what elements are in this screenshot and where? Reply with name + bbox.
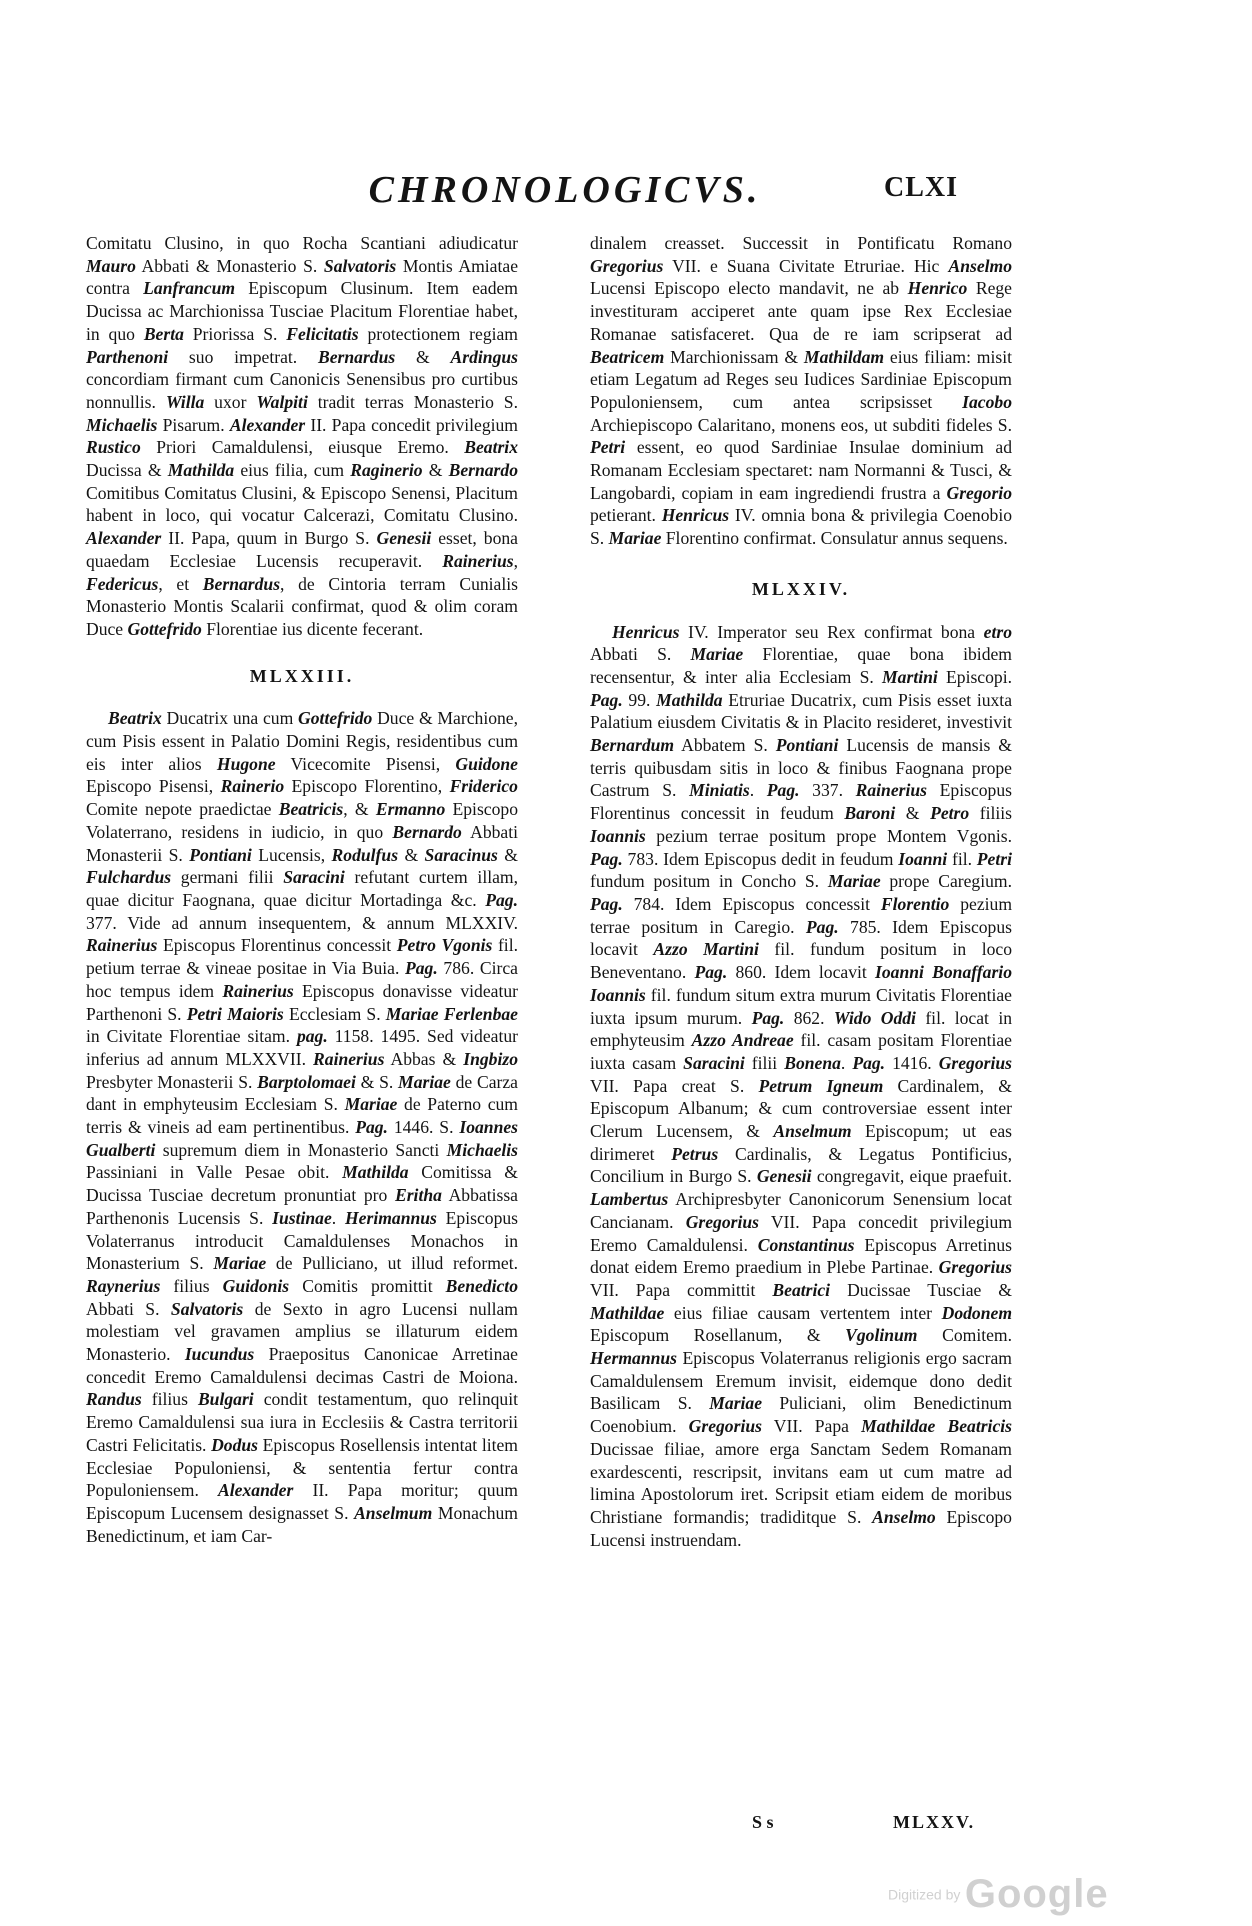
text-run: Episcopo Volaterrano, residens in iudicio, in quo — [86, 799, 518, 842]
proper-name: Fulchardus — [86, 867, 172, 888]
text-run: Abbati & Monasterio S. — [135, 255, 324, 276]
text-run: de Pulliciano, ut illud reformet. — [266, 1253, 518, 1274]
text-run: Comitatu Clusino, in quo Rocha Scantiani adiudicatur — [86, 233, 518, 253]
text-run: Episcopo Pisensi, — [86, 776, 221, 797]
proper-name: Alexander — [218, 1480, 294, 1501]
text-run: 337. — [799, 780, 856, 801]
proper-name: Felicitatis — [286, 323, 359, 344]
text-run: Abbati Monasterii S. — [86, 821, 519, 865]
text-run: Abbas & — [384, 1048, 464, 1069]
proper-name: Pag. — [805, 916, 839, 937]
text-run: filius — [141, 1389, 198, 1410]
text-run: concordiam firmant cum Canonicis Senensibus pro curtibus nonnullis. — [86, 369, 518, 412]
proper-name: Beatricis — [278, 799, 344, 820]
text-run: dinalem creasset. Successit in Pontificatu Romano — [590, 233, 1012, 253]
text-run: 784. Idem Episcopus concessit — [622, 893, 881, 914]
right-column — [590, 232, 1012, 1551]
proper-name: Pag. — [852, 1052, 886, 1073]
text-run: Episcopus Volaterranus introducit Camaldulenses Monachos in Monasterium S. — [86, 1207, 519, 1274]
text-run: Archipresbyter Canonicorum Senensium locat Cancianam. — [590, 1189, 1012, 1232]
proper-name: Rainerius — [313, 1048, 385, 1069]
text-run: IV. omnia bona & privilegia Coenobio S. — [590, 505, 1012, 549]
proper-name: Alexander — [229, 414, 306, 435]
text-run: tradit terras Monasterio S. — [307, 391, 518, 412]
proper-name: Pontiani — [189, 844, 252, 865]
text-run: 786. Circa hoc tempus idem — [86, 958, 518, 1001]
proper-name: Bernardus — [317, 346, 396, 367]
text-run: Comitissa & Ducissa Tusciae decretum pronuntiat pro — [86, 1162, 518, 1206]
text-run: & — [422, 460, 449, 481]
proper-name: Pag. — [694, 962, 728, 983]
text-run: 99. — [622, 689, 657, 710]
text-run: 860. Idem locavit — [727, 962, 876, 983]
text-run: Episcopum; ut eas dirimeret — [590, 1121, 1012, 1164]
text-run: Abbatissa Parthenonis Lucensis S. — [86, 1185, 518, 1228]
proper-name: Raynerius — [86, 1275, 161, 1296]
proper-name: Rainerius — [855, 780, 928, 801]
proper-name: Beatrix — [464, 437, 518, 458]
proper-name: Rustico — [86, 437, 141, 458]
proper-name: Petri — [590, 437, 626, 458]
proper-name: Gregorius — [688, 1416, 762, 1437]
text-run: VII. e Suana Civitate Etruriae. Hic — [663, 255, 949, 276]
text-run: in Civitate Florentiae sitam. — [86, 1026, 297, 1047]
text-run: filii — [744, 1052, 785, 1073]
proper-name: Guidone — [455, 753, 518, 774]
proper-name: Anselmum — [773, 1121, 852, 1142]
text-run: de Paterno cum terris & vineis ad eam pertinentibus. — [86, 1094, 518, 1138]
text-run: fil. casam positam Florentiae iuxta casam — [590, 1030, 1012, 1073]
text-run: Florentiae, quae bona ibidem recensentur, & inter alia Ecclesiam S. — [590, 644, 1012, 687]
text-run: Episcopo Lucensi instruendam. — [590, 1506, 1012, 1550]
proper-name: Henrico — [907, 278, 968, 299]
text-run: II. Papa moritur; quum Episcopum Lucensem designasset S. — [86, 1480, 518, 1523]
page-number: CLXI — [884, 172, 959, 203]
text-run: Vicecomite Pisensi, — [275, 753, 456, 774]
text-run: filiis — [969, 803, 1013, 824]
text-run: germani filii — [171, 867, 284, 888]
text-run: Cardinalem, & Episcopum Albanum; & cum controversiae essent inter Clerum Lucensem, & — [590, 1075, 1012, 1142]
proper-name: Lambertus — [590, 1189, 669, 1210]
proper-name: etro — [983, 621, 1012, 642]
proper-name: Ardingus — [450, 346, 518, 367]
left-column — [86, 232, 518, 1547]
proper-name: Saracinus — [424, 844, 498, 865]
proper-name: Salvatoris — [323, 255, 397, 276]
text-run: fundum positum in Concho S. — [590, 871, 828, 892]
proper-name: Federicus — [86, 573, 159, 594]
proper-name: Pag. — [590, 893, 623, 914]
text-run: Episcopus Rosellensis intentat litem Ecclesiae Populoniensi, & sententia fertur contra Populoniensem. — [86, 1434, 518, 1501]
proper-name: Vgolinum — [845, 1325, 918, 1346]
proper-name: Miniatis — [689, 780, 750, 801]
running-title: CHRONOLOGICVS. — [368, 169, 762, 211]
text-run: essent, eo quod Sardiniae Insulae dominium ad Romanam Ecclesiam spectaret: nam Normanni & Tusci, & Langobardi, copiam in eam ingrediendi frustra a — [590, 437, 1012, 503]
text-run: refutant curtem illam, quae dicitur Faognana, quae dicitur Mortadinga &c. — [86, 867, 518, 910]
proper-name: Ioanni — [898, 848, 948, 869]
text-run: Episcopus Florentinus concessit — [157, 935, 397, 956]
proper-name: Petri — [976, 848, 1012, 869]
text-run: Praepositus Canonicae Arretinae concedit Eremo Camaldulensi decimas Castri de Moiona. — [86, 1344, 518, 1387]
text-run: VII. Papa concedit privilegium Eremo Camaldulensi. — [590, 1211, 1012, 1255]
text-run: 1446. S. — [387, 1117, 460, 1138]
left-body-paragraph — [86, 707, 518, 1547]
text-run: VII. Papa — [761, 1416, 862, 1437]
proper-name: Iucundus — [184, 1344, 255, 1365]
proper-name: Pag. — [485, 889, 518, 910]
text-run: Comite nepote praedictae — [86, 799, 279, 820]
proper-name: Azzo Martini — [653, 939, 759, 960]
proper-name: Saracini — [683, 1052, 745, 1073]
text-run: 783. Idem Episcopus dedit in feudum — [622, 848, 899, 869]
right-intro-paragraph — [590, 232, 1012, 550]
proper-name: Mariae — [344, 1094, 398, 1115]
signature-mark: S s — [752, 1812, 774, 1832]
text-run: de Sexto in agro Lucensi nullam molestiam vel gravamen amplius se illaturum eidem Monasterio. — [86, 1298, 518, 1365]
proper-name: Petro Vgonis — [396, 935, 493, 956]
proper-name: Saracini — [283, 867, 345, 888]
text-run: Abbati S. — [86, 1298, 171, 1319]
text-run: Florentiae ius dicente fecerant. — [201, 618, 424, 639]
proper-name: Bulgari — [197, 1389, 254, 1410]
text-run: IV. Imperator seu Rex confirmat bona — [679, 621, 984, 642]
proper-name: Michaelis — [86, 414, 158, 435]
proper-name: Ioanni Bonaffario Ioannis — [590, 962, 1012, 1005]
text-run: Etruriae Ducatrix, cum Pisis esset iuxta Palatium eiusdem Civitatis & in Placito resideret, investivit — [590, 689, 1013, 733]
proper-name: Walpiti — [256, 391, 308, 412]
text-run: , et — [158, 573, 203, 594]
text-run: Puliciani, olim Benedictinum Coenobium. — [590, 1393, 1012, 1437]
proper-name: Friderico — [449, 776, 518, 797]
proper-name: Michaelis — [446, 1139, 518, 1160]
text-run: Lucensis, — [251, 844, 332, 865]
text-run: Marchionissam & — [664, 346, 804, 367]
text-run: Lucensis de mansis & terris quibusdam sitis in loco & finibus Faognana prope Castrum S. — [590, 735, 1012, 801]
watermark-prefix: Digitized by — [888, 1886, 961, 1903]
text-run: VII. Papa creat S. — [590, 1075, 759, 1096]
text-run: 377. Vide ad annum insequentem, & annum MLXXIV. — [86, 912, 518, 933]
proper-name: Ferlenbae — [443, 1003, 518, 1024]
text-run: Priori Camaldulensi, eiusque Eremo. — [140, 437, 465, 458]
proper-name: Gottefrido — [127, 618, 202, 639]
proper-name: Gregorius — [685, 1211, 760, 1232]
proper-name: Mathildam — [803, 346, 885, 367]
proper-name: Bernardum — [590, 735, 675, 756]
text-run: pezium terrae positum prope Montem Vgonis. — [645, 825, 1012, 846]
proper-name: Mathilda — [656, 689, 723, 710]
text-run: II. Papa concedit privilegium — [305, 414, 518, 435]
proper-name: Bernardus — [202, 573, 281, 594]
proper-name: Mathilda — [342, 1162, 409, 1183]
text-run: Episcopus Florentinus concessit in feudum — [590, 780, 1012, 824]
text-run: Episcopum Rosellanum, & — [590, 1325, 846, 1346]
text-run: 862. — [784, 1007, 834, 1028]
proper-name: Hermannus — [590, 1348, 678, 1369]
text-run: eius filiam: misit etiam Legatum ad Reges seu Iudices Sardiniae Episcopum Populoniensem, cum antea scripsisset — [590, 346, 1013, 412]
text-run: . — [331, 1207, 345, 1228]
proper-name: Pag. — [355, 1117, 388, 1138]
text-run: II. Papa, quum in Burgo S. — [161, 528, 377, 549]
text-run: Episcopus Arretinus donat eidem Eremo praedium in Plebe Partinae. — [590, 1234, 1012, 1278]
text-run: suo impetrat. — [168, 346, 318, 367]
proper-name: Gottefrido — [298, 708, 373, 729]
text-run: Montis Amiatae contra — [86, 255, 518, 299]
text-run: esset, bona quaedam Ecclesiae Lucensis recuperavit. — [86, 528, 518, 571]
text-run: Duce & Marchione, cum Pisis essent in Palatio Domini Regis, residentibus cum eis inter alios — [86, 708, 519, 774]
proper-name: Pag. — [590, 689, 623, 710]
text-run: filius — [160, 1275, 223, 1296]
text-run: Comitis promittit — [289, 1275, 446, 1296]
proper-name: Henricus — [612, 621, 680, 642]
proper-name: Lanfrancum — [143, 278, 236, 299]
text-run: Ecclesiam S. — [283, 1003, 386, 1024]
proper-name: Pag. — [751, 1007, 785, 1028]
proper-name: Azzo Andreae — [691, 1030, 794, 1051]
proper-name: Hugone — [216, 753, 276, 774]
google-logo: Google — [964, 1872, 1109, 1916]
text-run: Cardinalis, & Legatus Pontificius, Concilium in Burgo S. — [590, 1143, 1012, 1187]
proper-name: Ermanno — [375, 799, 446, 820]
proper-name: Randus — [86, 1389, 142, 1410]
text-run: protectionem regiam — [358, 323, 518, 344]
proper-name: Ioannis — [590, 825, 646, 846]
proper-name: Rainerio — [220, 776, 285, 797]
proper-name: Beatricem — [590, 346, 665, 367]
text-run: pezium terrae positum in Caregio. — [590, 893, 1013, 937]
proper-name: Mathilda — [167, 460, 235, 481]
proper-name: Berta — [143, 323, 184, 344]
proper-name: Beatrici — [772, 1279, 831, 1300]
text-run: eius filia, cum — [234, 460, 351, 481]
proper-name: Mariae — [213, 1253, 267, 1274]
proper-name: Parthenoni — [86, 346, 169, 367]
text-run: supremum diem in Monasterio Sancti — [155, 1139, 447, 1160]
proper-name: Bonena — [784, 1052, 841, 1073]
text-run: , & — [343, 799, 376, 820]
proper-name: Herimannus — [344, 1207, 437, 1228]
text-run: Episcopum Clusinum. Item eadem Ducissa ac Marchionissa Tusciae Placitum Florentiae habet, in quo — [86, 278, 518, 344]
text-run: prope Caregium. — [880, 871, 1012, 892]
text-run: & S. — [355, 1071, 399, 1092]
text-run: de Carza dant in emphyteusim Ecclesiam S. — [86, 1071, 518, 1115]
proper-name: Gregorius — [590, 255, 664, 276]
proper-name: Ioannes Gualberti — [86, 1117, 519, 1160]
text-run: Rege investituram acciperet ante quam ipse Rex Ecclesiae Romanae satisfaceret. Qua de re iam scripserat ad — [590, 278, 1012, 344]
text-run: & — [398, 844, 425, 865]
proper-name: Wido Oddi — [833, 1007, 916, 1028]
text-run: fil. locat in emphyteusim — [590, 1007, 1013, 1051]
proper-name: Genesii — [376, 528, 432, 549]
proper-name: Petro — [930, 803, 970, 824]
proper-name: Gregorius — [938, 1052, 1013, 1073]
text-run: , de Cintoria terram Cunialis Monasterio Montis Scalarii confirmat, quod & olim coram Duce — [86, 573, 518, 639]
text-run: & — [497, 844, 518, 865]
year-heading-mlxxiv: MLXXIV. — [751, 578, 851, 599]
proper-name: Bernardo — [448, 460, 518, 481]
text-run: Episcopus Volaterranus religionis ergo sacram Camaldulensem Eremum invisit, eidemque dono dedit Basilicam S. — [590, 1348, 1012, 1414]
proper-name: Iacobo — [962, 391, 1012, 412]
proper-name: Mariae — [608, 528, 662, 549]
proper-name: Bernardo — [392, 821, 462, 842]
proper-name: Baroni — [844, 803, 896, 824]
proper-name: Rainerius — [222, 980, 294, 1001]
proper-name: Salvatoris — [170, 1298, 244, 1319]
proper-name: Rodulfus — [331, 844, 399, 865]
text-run: Episcopo Florentino, — [284, 776, 450, 797]
proper-name: Florentio — [880, 893, 950, 914]
text-run: Ducissae filiae, amore erga Sanctam Sedem Romanam exardescenti, rescripsit, invitans eam ut cum matre ad limina Apostolorum iret. Scripsit etiam eidem de moribus Christiane formandis; tradiditque S. — [590, 1438, 1012, 1527]
proper-name: Ingbizo — [463, 1048, 519, 1069]
proper-name: Eritha — [394, 1185, 442, 1206]
proper-name: Mariae — [709, 1393, 763, 1414]
text-run: fil. fundum situm extra murum Civitatis Florentiae iuxta ipsum murum. — [590, 984, 1012, 1028]
text-run: Florentino confirmat. Consulatur annus sequens. — [661, 528, 1008, 549]
proper-name: Pag. — [590, 848, 623, 869]
text-run: & — [895, 803, 931, 824]
text-run: Comitibus Comitatus Clusini, & Episcopo Senensi, Placitum habent in loco, qui vocatur Calcerazi, Comitatu Clusino. — [86, 482, 518, 526]
catchword: MLXXV. — [893, 1812, 976, 1832]
proper-name: Mariae — [827, 871, 881, 892]
proper-name: Barptolomaei — [257, 1071, 356, 1092]
text-run: Ducissa & — [86, 460, 168, 481]
proper-name: Genesii — [756, 1166, 812, 1187]
proper-name: Willa — [165, 391, 205, 412]
proper-name: Mariae — [385, 1003, 439, 1024]
text-run: . — [749, 780, 767, 801]
text-run: 1158. 1495. Sed videatur inferius ad annum MLXXVII. — [86, 1026, 518, 1069]
proper-name: Gregorio — [946, 482, 1012, 503]
year-heading-mlxxiii: MLXXIII. — [249, 665, 355, 686]
proper-name: Mathildae Beatricis — [861, 1416, 1012, 1437]
proper-name: Martini — [882, 666, 938, 687]
proper-name: Pag. — [405, 958, 438, 979]
proper-name: Rainerius — [442, 550, 514, 571]
text-run: Ducissae Tusciae & — [830, 1279, 1012, 1300]
text-run: Abbati S. — [590, 644, 691, 665]
text-run: uxor — [204, 391, 257, 412]
text-run: 785. Idem Episcopus locavit — [590, 916, 1012, 960]
text-run: fil. — [947, 848, 977, 869]
text-run: Lucensi Episcopo electo mandavit, ne ab — [590, 278, 908, 299]
text-run: petierant. — [590, 505, 662, 526]
proper-name: Petrus — [671, 1143, 719, 1164]
proper-name: Anselmum — [354, 1502, 433, 1523]
left-intro-paragraph — [86, 232, 518, 641]
text-run: Monachum Benedictinum, et iam Car- — [86, 1502, 518, 1546]
proper-name: Alexander — [86, 528, 162, 549]
proper-name: Benedicto — [445, 1275, 518, 1296]
proper-name: Dodonem — [941, 1302, 1012, 1323]
text-run: eius filiae causam vertentem inter — [664, 1302, 942, 1323]
text-run: Pisarum. — [157, 414, 230, 435]
text-run: VII. Papa committit — [590, 1279, 773, 1300]
proper-name: Petrum Igneum — [758, 1075, 884, 1096]
proper-name: Constantinus — [757, 1234, 855, 1255]
text-run: Ducatrix una cum — [161, 708, 299, 729]
proper-name: Mathildae — [590, 1302, 665, 1323]
right-body-paragraph — [590, 621, 1012, 1552]
text-run: Priorissa S. — [183, 323, 287, 344]
text-run: condit testamentum, quo relinquit Eremo Camaldulensi sua iura in Ecclesiis & Castra territorii Castri Felicitatis. — [86, 1389, 518, 1455]
text-run: , — [513, 550, 518, 571]
text-run: Episcopus donavisse videatur Parthenoni S. — [86, 980, 518, 1024]
proper-name: Henricus — [661, 505, 730, 526]
proper-name: Beatrix — [108, 708, 162, 729]
proper-name: Dodus — [211, 1434, 259, 1455]
proper-name: Rainerius — [86, 935, 158, 956]
proper-name: Petri Maioris — [186, 1003, 284, 1024]
text-run: Presbyter Monasterii S. — [86, 1071, 258, 1092]
proper-name: pag. — [296, 1026, 328, 1047]
text-run: Comitem. — [917, 1325, 1012, 1346]
proper-name: Anselmo — [872, 1506, 936, 1527]
proper-name: Guidonis — [222, 1275, 290, 1296]
text-run: 1416. — [885, 1052, 939, 1073]
proper-name: Iustinae — [272, 1207, 332, 1228]
proper-name: Raginerio — [350, 460, 423, 481]
proper-name: Mariae — [690, 644, 744, 665]
proper-name: Gregorius — [938, 1257, 1012, 1278]
text-run: . — [840, 1052, 853, 1073]
proper-name: Pontiani — [775, 735, 839, 756]
text-run: Abbatem S. — [674, 735, 776, 756]
proper-name: Mauro — [86, 255, 136, 276]
text-run: Passiniani in Valle Pesae obit. — [86, 1162, 343, 1183]
text-run: fil. petium terrae & vineae positae in Via Buia. — [86, 935, 518, 979]
text-run: Archiepiscopo Calaritano, monens eos, ut subditi fideles S. — [590, 414, 1012, 435]
proper-name: Anselmo — [948, 255, 1012, 276]
text-run: & — [395, 346, 451, 367]
proper-name: Mariae — [398, 1071, 451, 1092]
text-run: congregavit, eique praefuit. — [811, 1166, 1012, 1187]
text-run: Episcopi. — [937, 666, 1012, 687]
proper-name: Pag. — [766, 780, 800, 801]
google-watermark — [888, 1872, 1109, 1917]
text-run: fil. fundum positum in loco Beneventano. — [590, 939, 1012, 983]
